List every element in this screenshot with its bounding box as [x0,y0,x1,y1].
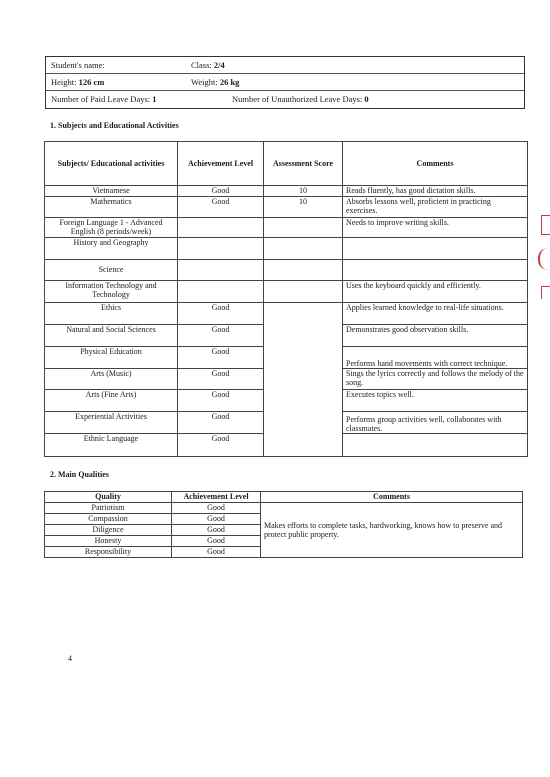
subject-cell: Vietnamese [45,186,178,197]
divider [46,90,524,91]
height-value: 126 cm [78,77,105,87]
subject-cell: Natural and Social Sciences [45,325,178,347]
score-cell [264,238,343,260]
level-cell: Good [178,412,264,434]
class-label: Class: [191,60,212,70]
table-row [45,303,528,325]
level-cell: Good [172,503,261,514]
quality-cell: Patriotism [45,503,172,514]
weight-field [191,77,239,87]
table-header-row [45,142,528,186]
table-row [45,281,528,303]
level-cell: Good [178,390,264,412]
subject-cell: Mathematics [45,197,178,218]
score-cell: 10 [264,186,343,197]
level-cell: Good [178,434,264,457]
table-header-row [45,492,523,503]
comment-cell: Absorbs lessons well, proficient in practicing exercises. [343,197,528,218]
subject-cell: Ethnic Language [45,434,178,457]
height-label: Height: [51,77,77,87]
table-row [45,238,528,260]
header-level: Achievement Level [178,142,264,186]
comment-cell: Applies learned knowledge to real-life situations. [343,303,528,325]
comment-cell [343,238,528,260]
student-name-label: Student's name: [51,60,105,70]
unauth-leave-value: 0 [364,94,369,104]
table-row [45,260,528,281]
subject-cell: History and Geography [45,238,178,260]
weight-label: Weight: [191,77,218,87]
paid-leave-label: Number of Paid Leave Days: [51,94,151,104]
scan-mark: · [40,18,42,23]
score-cell [264,260,343,281]
unauth-leave-field [232,94,369,104]
level-cell [178,281,264,303]
subject-cell: Information Technology and Technology [45,281,178,303]
comment-cell: Reads fluently, has good dictation skills. [343,186,528,197]
score-cell: 10 [264,197,343,218]
paid-leave-value: 1 [152,94,157,104]
header-subject: Subjects/ Educational activities [45,142,178,186]
comment-cell: Uses the keyboard quickly and efficiently. [343,281,528,303]
subject-cell: Science [45,260,178,281]
student-name-field [51,60,105,70]
page-number: 4 [68,654,72,663]
class-field [191,60,225,70]
level-cell: Good [178,197,264,218]
table-row [45,503,523,514]
header-comments: Comments [261,492,523,503]
level-cell: Good [172,536,261,547]
qualities-table [44,491,523,558]
comment-cell: Performs group activities well, collaborates with classmates. [343,412,528,434]
comment-cell [343,434,528,457]
stamp-fragment [538,248,550,270]
level-cell: Good [178,347,264,369]
score-cell [264,281,343,303]
quality-cell: Diligence [45,525,172,536]
comment-cell: Executes topics well. [343,390,528,412]
level-cell [178,218,264,238]
divider [46,73,524,74]
quality-cell: Honesty [45,536,172,547]
section-2-title: 2. Main Qualities [50,470,109,479]
level-cell: Good [178,369,264,390]
header-level: Achievement Level [172,492,261,503]
level-cell: Good [172,525,261,536]
level-cell [178,260,264,281]
header-score: Assessment Score [264,142,343,186]
score-cell [264,218,343,238]
scan-mark: · [22,34,24,39]
section-1-title: 1. Subjects and Educational Activities [50,121,179,130]
level-cell: Good [178,303,264,325]
height-field [51,77,104,87]
qualities-comment: Makes efforts to complete tasks, hardworking, knows how to preserve and protect public property. [261,503,523,558]
table-row [45,218,528,238]
level-cell: Good [172,547,261,558]
level-cell [178,238,264,260]
subject-cell: Arts (Fine Arts) [45,390,178,412]
quality-cell: Responsibility [45,547,172,558]
score-cell-merged [264,303,343,457]
student-info-box [45,56,525,109]
level-cell: Good [178,186,264,197]
comment-cell: Sings the lyrics correctly and follows the melody of the song. [343,369,528,390]
unauth-leave-label: Number of Unauthorized Leave Days: [232,94,363,104]
header-comments: Comments [343,142,528,186]
subjects-table [44,141,528,457]
comment-cell [343,260,528,281]
comment-cell: Performs hand movements with correct technique. [343,347,528,369]
comment-cell: Needs to improve writing skills. [343,218,528,238]
table-row [45,197,528,218]
level-cell: Good [178,325,264,347]
subject-cell: Ethics [45,303,178,325]
class-value: 2/4 [213,60,225,70]
comment-cell: Demonstrates good observation skills. [343,325,528,347]
header-quality: Quality [45,492,172,503]
paid-leave-field [51,94,157,104]
level-cell: Good [172,514,261,525]
stamp-fragment [541,286,550,299]
subject-cell: Experiential Activities [45,412,178,434]
stamp-fragment [541,215,550,235]
table-row [45,186,528,197]
weight-value: 26 kg [219,77,240,87]
subject-cell: Physical Education [45,347,178,369]
quality-cell: Compassion [45,514,172,525]
subject-cell: Arts (Music) [45,369,178,390]
subject-cell: Foreign Language 1 - Advanced English (8 periods/week) [45,218,178,238]
